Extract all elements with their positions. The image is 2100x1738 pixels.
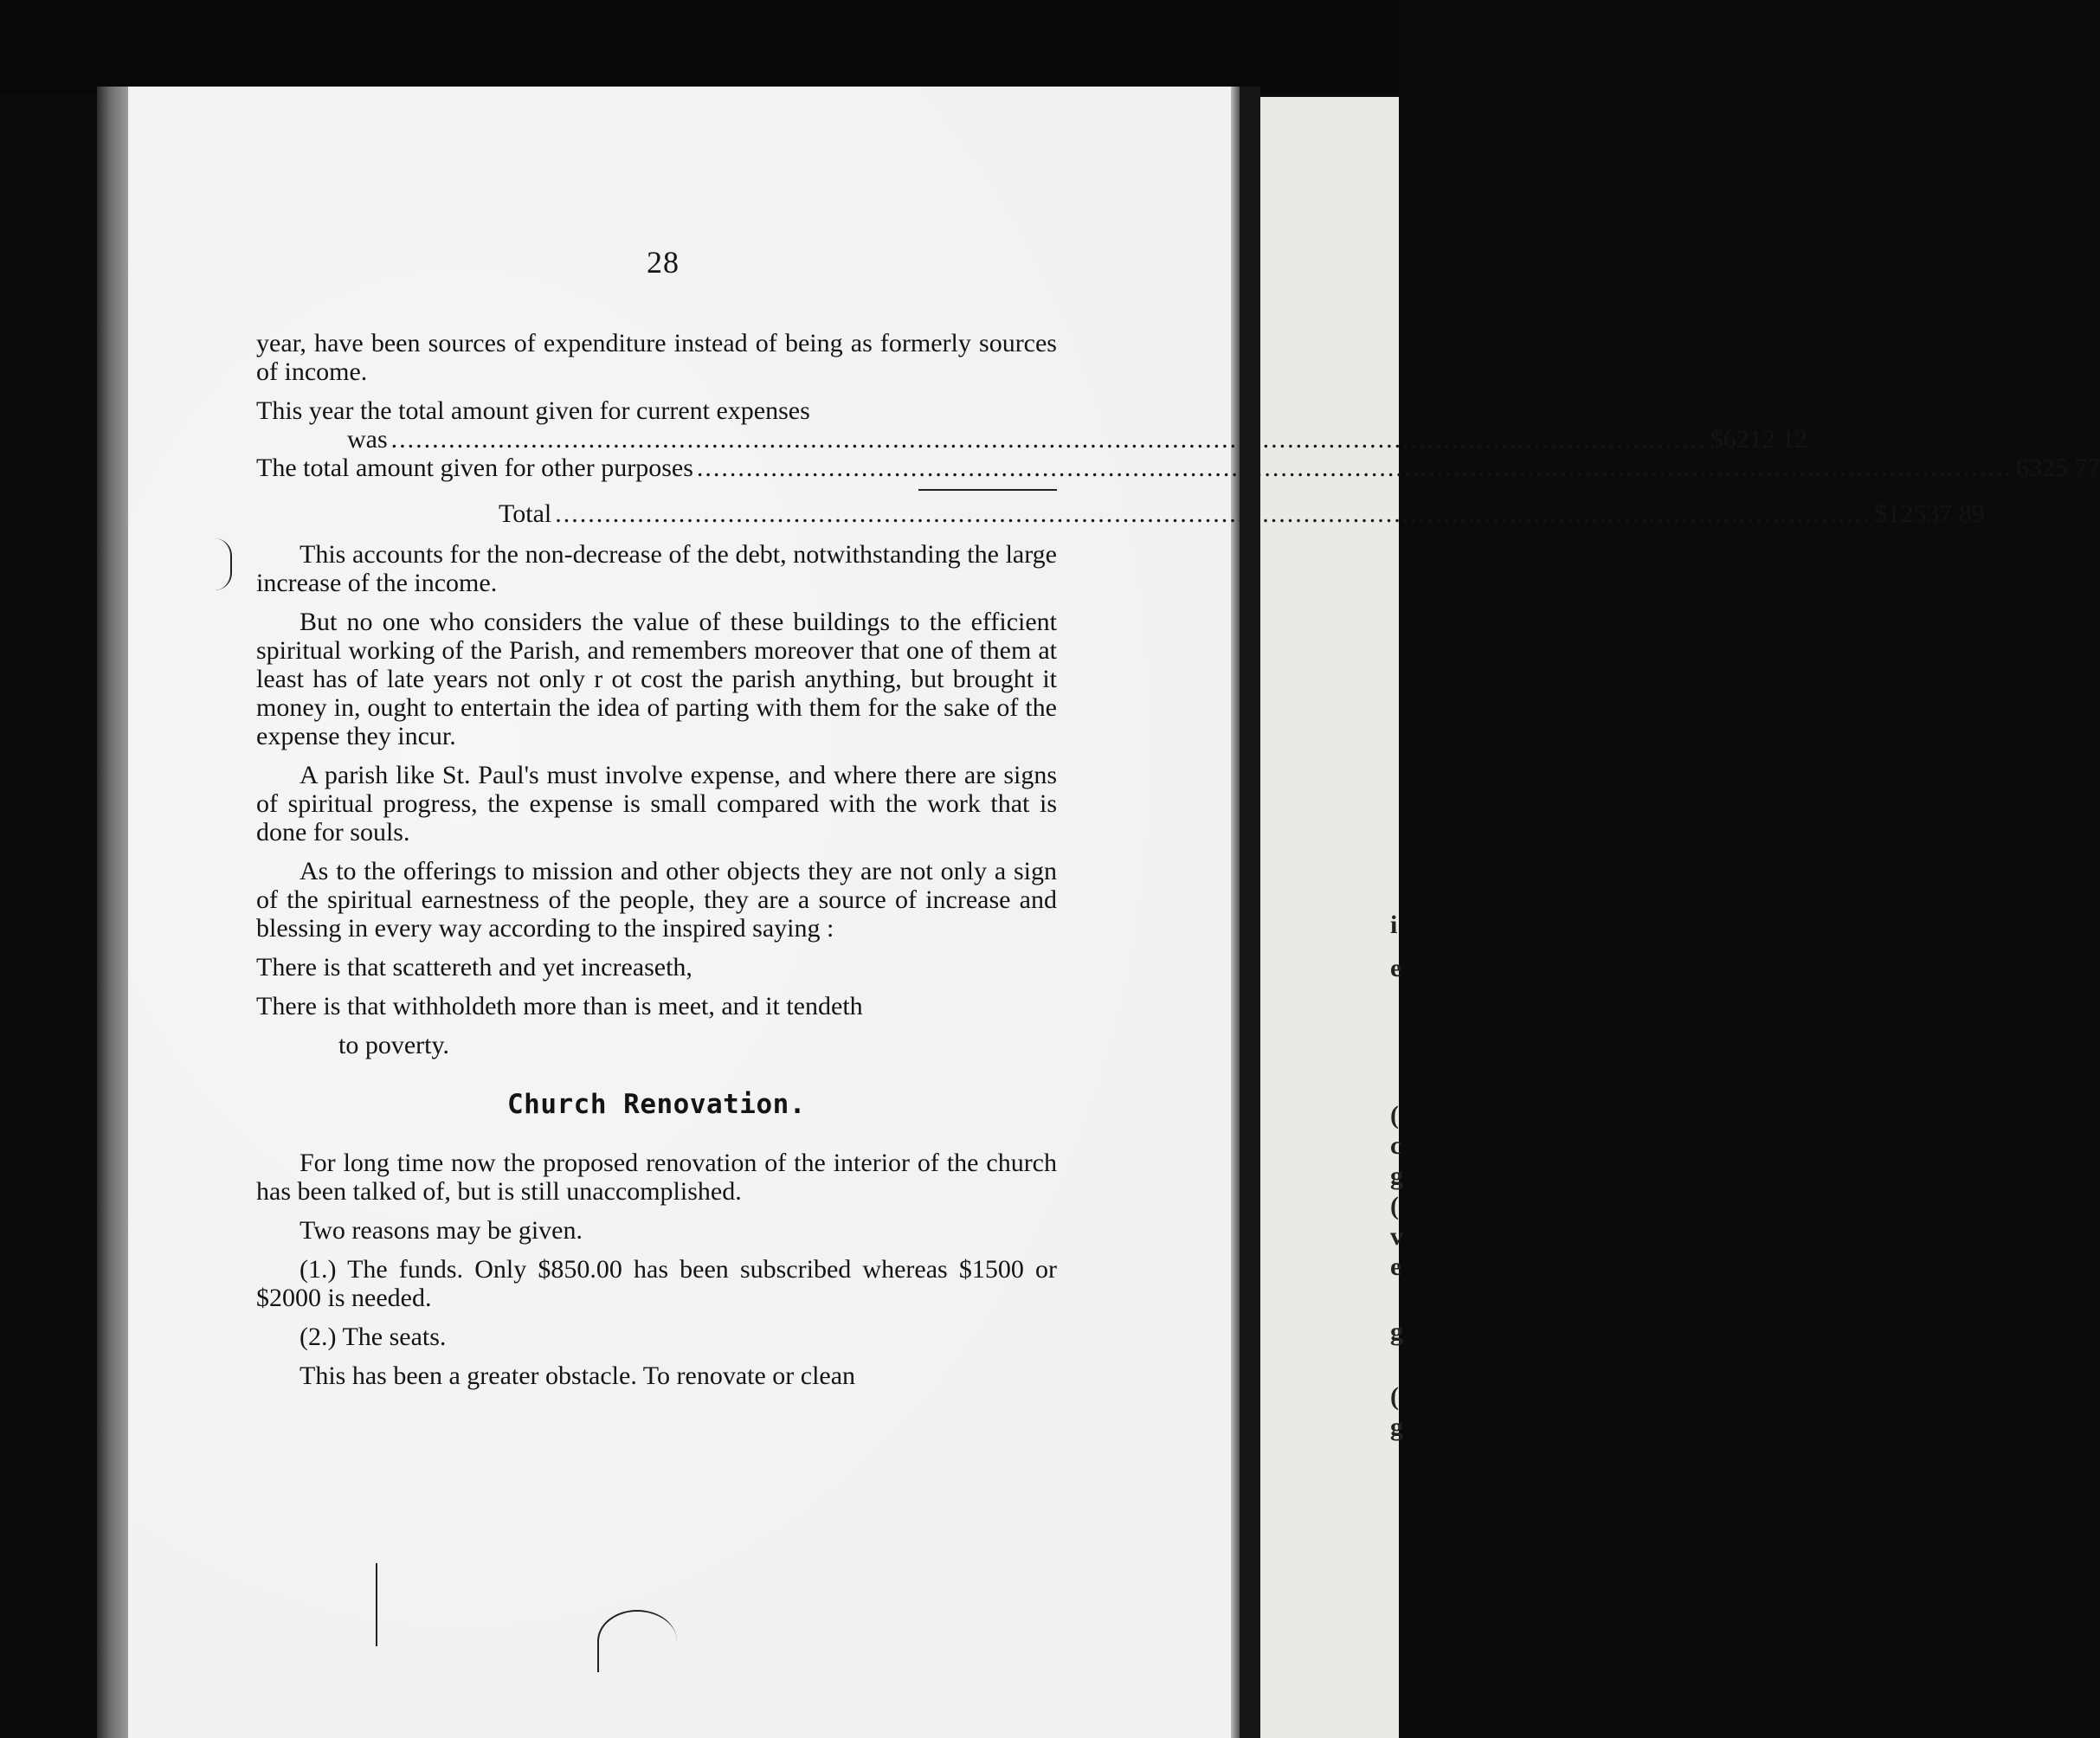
quote-line: There is that scattereth and yet increaseth, — [256, 953, 692, 982]
body-text — [256, 329, 2100, 1400]
paragraph: A parish like St. Paul's must involve expense, and where there are signs of spiritual progress, the expense is small compared with the work that is done for souls. — [256, 761, 1057, 846]
adjacent-page-fragment: i — [1390, 911, 1398, 939]
adjacent-page-fragment: ( — [1390, 1101, 1399, 1130]
adjacent-page-fragment: ( — [1390, 1382, 1399, 1411]
account-amount: $12537 89 — [1874, 499, 1985, 528]
adjacent-page-fragment: ( — [1390, 1192, 1399, 1220]
account-line-total — [256, 499, 1985, 528]
section-heading: Church Renovation. — [507, 1089, 806, 1120]
leader-dots — [693, 454, 2016, 482]
account-label: was — [347, 425, 388, 454]
adjacent-page-fragment: g — [1390, 1317, 1403, 1346]
account-amount: $6212 12 — [1710, 425, 1808, 454]
leader-dots — [551, 499, 1874, 528]
page-left-edge — [97, 87, 128, 1738]
page-number: 28 — [647, 245, 680, 280]
adjacent-page-fragment: c — [1390, 1131, 1402, 1160]
quote-line: There is that withholdeth more than is meet, and it tendeth — [256, 992, 863, 1020]
account-line-other — [256, 454, 2100, 482]
adjacent-page-fragment: v — [1390, 1222, 1403, 1251]
paragraph: For long time now the proposed renovation of the interior of the church has been talked of, but is still unaccomplished. — [256, 1149, 1057, 1206]
scanner-frame-top — [0, 0, 1399, 93]
sum-rule — [918, 489, 1057, 491]
pencil-mark — [376, 1563, 377, 1646]
paragraph: This has been a greater obstacle. To renovate or clean — [300, 1361, 856, 1390]
paragraph: But no one who considers the value of these buildings to the efficient spiritual working of the Parish, and remembers moreover that one of them at least has of late years not only r ot cost the parish anything, but brought it money in, ought to entertain the idea of parting with them for the sake of the expense they incur. — [256, 608, 1057, 750]
paragraph: year, have been sources of expenditure instead of being as formerly sources of income. — [256, 329, 1057, 386]
paragraph: (1.) The funds. Only $850.00 has been subscribed whereas $1500 or $2000 is needed. — [256, 1255, 1057, 1312]
paragraph: This year the total amount given for current expenses — [256, 396, 810, 425]
adjacent-page-fragment: g — [1390, 1413, 1403, 1441]
quote-line: to poverty. — [338, 1031, 450, 1059]
page-right-shadow — [1231, 87, 1240, 1738]
book-gutter — [1240, 87, 1260, 1738]
paragraph: As to the offerings to mission and other objects they are not only a sign of the spiritual earnestness of the people, they are a source of increase and blessing in every way according to the inspired saying : — [256, 857, 1057, 943]
account-label: The total amount given for other purposes — [256, 454, 693, 482]
account-line-current — [256, 425, 1808, 454]
adjacent-page — [1260, 97, 1403, 1738]
paragraph: This accounts for the non-decrease of the debt, notwithstanding the large increase of the income. — [256, 540, 1057, 597]
adjacent-page-fragment: e — [1390, 1252, 1402, 1281]
account-label: Total — [499, 499, 552, 528]
paragraph: (2.) The seats. — [300, 1323, 447, 1351]
adjacent-page-fragment: e — [1390, 954, 1402, 982]
account-amount: 6325 77 — [2015, 454, 2100, 482]
adjacent-page-fragment: g — [1390, 1162, 1403, 1190]
leader-dots — [388, 425, 1710, 454]
paragraph: Two reasons may be given. — [300, 1216, 583, 1245]
pencil-curve-mark — [597, 1610, 677, 1672]
